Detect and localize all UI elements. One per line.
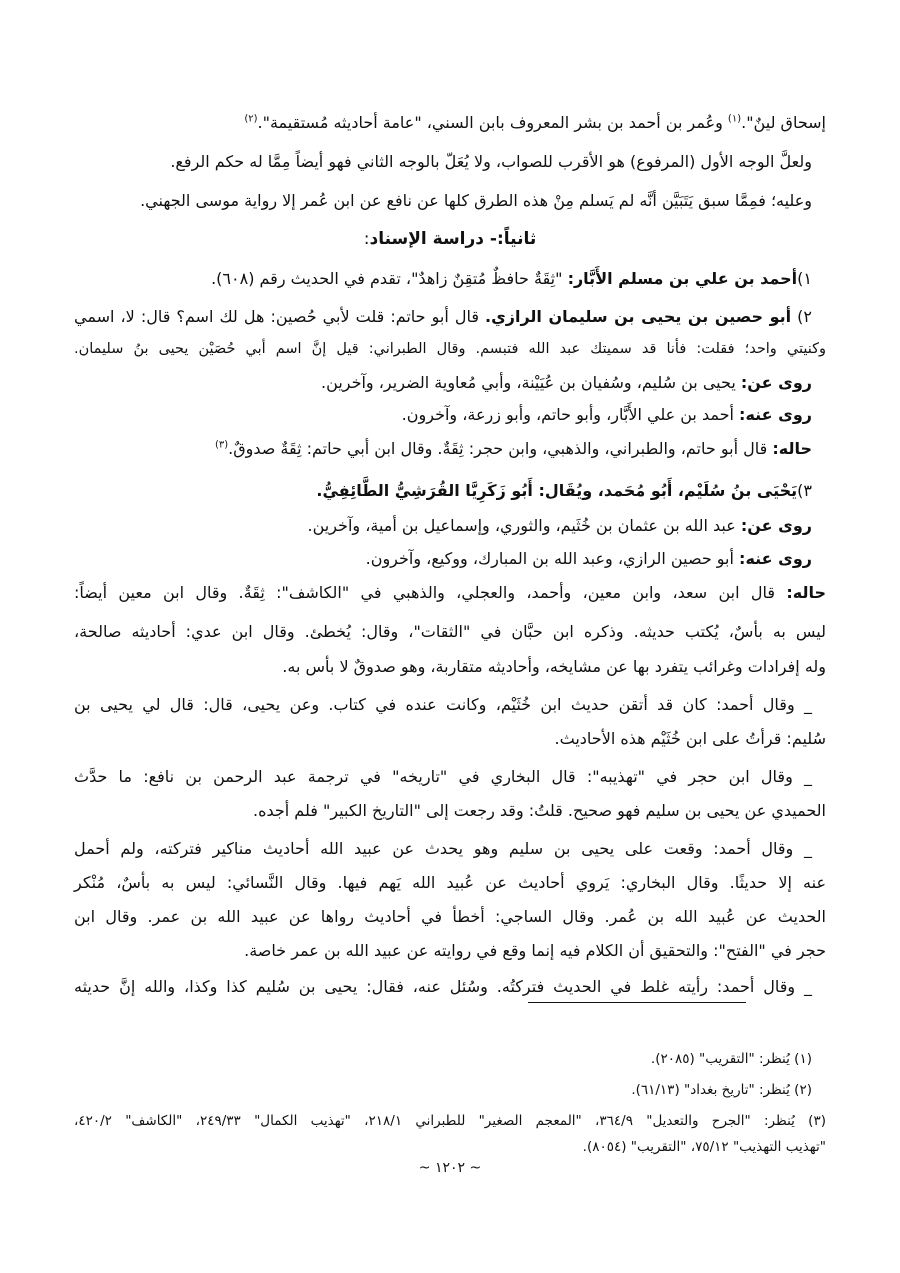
text-line: إسحاق لينٌ".$^{(١)}$ وعُمر بن أحمد بن بشر المعروف بابن السني، "عامة أحاديثه مُستقيمة".$^{(٢)}$ [244,113,826,132]
text-line: الحميدي عن يحيى بن سليم فهو صحيح. قلتُ: وقد رجعت إلى "التاريخ الكبير" فلم أجده. [253,801,826,820]
field-label: روى عن: [740,516,812,535]
text-line: حاله: قال ابن سعد، وابن معين، وأحمد، والعجلي، والذهبي في "الكاشف": ثِقَةٌ. وقال ابن معين أيضاً: [74,583,826,602]
footnote: (٣) يُنظر: "الجرح والتعديل" ٣٦٤/٩، "المعجم الصغير" للطبراني ٢١٨/١، "تهذيب الكمال" ٢٤٩/٣٣، "الكاشف" ٤٢٠/٢، [74,1113,826,1129]
text-line: _ وقال ابن حجر في "تهذيبه": قال البخاري في "تاريخه" في ترجمة عبد الرحمن بن نافع: ما حدَّث [74,767,812,786]
text-line: سُليم: قرأتُ على ابن خُثَيْم هذه الأحاديث. [554,729,826,748]
narrator-name: أحمد بن علي بن مسلم الأَبَّار: [567,269,798,288]
section-heading: ثانياً:- دراسة الإسناد: [363,229,537,249]
field-label: روى عن: [740,373,812,392]
footnote-ref[interactable]: (١) [727,113,742,125]
footnote-ref[interactable]: (٢) [244,113,258,125]
text-line: وعليه؛ فمِمَّا سبق يَتَبَيَّن أنَّه لم يَسلم مِنْ هذه الطرق كلها عن نافع عن ابن عُمر إلا رواية موسى الجهني. [140,191,812,210]
narrator-entry: ٢) أبو حصين بن يحيى بن سليمان الرازي. قال أبو حاتم: قلت لأبي حُصين: هل لك اسم؟ قال: لا، اسمي [74,307,812,326]
text-line: حجر في "الفتح": والتحقيق أن الكلام فيه إنما وقع في روايته عن عبيد الله بن عمر خاصة. [244,941,826,960]
text-line: _ وقال أحمد: رأيته غلط في الحديث فتركتُه. وسُئل عنه، فقال: يحيى بن سُليم كذا وكذا، والله إنَّ حديثه [74,977,812,996]
text-line: وله إفرادات وغرائب يتفرد بها عن مشايخه، وأحاديثه متقاربة، وهو صدوقٌ لا بأس به. [282,657,826,676]
text-line: _ وقال أحمد: وقعت على يحيى بن سليم وهو يحدث عن عبيد الله أحاديث مناكير فتركته، ولم أحمل [74,839,812,858]
text-line: ليس به بأسٌ، يُكتب حديثه. وذكره ابن حبَّان في "الثقات"، وقال: يُخطئ. وقال ابن عدي: أحاديثه صالحة، [74,622,826,641]
text-line: روى عن: يحيى بن سُليم، وسُفيان بن عُيَيْنة، وأبي مُعاوية الضرير، وآخرين. [321,373,812,392]
narrator-name: أبو حصين بن يحيى بن سليمان الرازي. [485,307,792,326]
text-line: روى عنه: أبو حصين الرازي، وعبد الله بن المبارك، ووكيع، وآخرون. [365,549,812,568]
narrator-entry: ٣)يَحْيَى بنُ سُلَيْم، أَبُو مُحَمد، ويُقَال: أَبُو زَكَرِيَّا القُرَشِيُّ الطَّائِفِيُّ. [316,481,812,500]
text-line: الحديث عن عُبيد الله بن عُمر. وقال الساجي: أخطأ في أحاديث رواها عن عبيد الله بن عمر. وقال ابن [74,907,826,926]
footnote: "تهذيب التهذيب" ٧٥/١٢، "التقريب" (٨٠٥٤). [582,1139,826,1155]
page-number: ~ ١٢٠٢ ~ [418,1160,482,1176]
text-line: ولعلَّ الوجه الأول (المرفوع) هو الأقرب للصواب، ولا يُعَلّ بالوجه الثاني فهو أيضاً مِمَّا له حكم الرفع. [170,152,812,171]
text-line: عنه إلا حديثًا. وقال البخاري: يَروي أحاديث عن عُبيد الله يَهم فيها. وقال النَّسائي: ليس به بأسٌ، مُنْكر [74,873,826,892]
footnote-separator [528,1002,746,1003]
text-line: روى عن: عبد الله بن عثمان بن خُثَيم، والثوري، وإسماعيل بن أمية، وآخرين. [307,516,812,535]
field-label: روى عنه: [739,405,812,424]
field-label: روى عنه: [739,549,812,568]
text-line: وكنيتي واحد؛ فقلت: فأنا قد سميتك عبد الله فتبسم. وقال الطبراني: قيل إنَّ اسم أبي حُصَيْن يحيى بنُ سليمان. [74,341,826,357]
text-line: حاله: قال أبو حاتم، والطبراني، والذهبي، وابن حجر: ثِقَةٌ. وقال ابن أبي حاتم: ثِقَةٌ صدوقٌ.$^{(٣)}$ [214,439,812,458]
text-line: _ وقال أحمد: كان قد أتقن حديث ابن خُثَيْم، وكانت عنده في كتاب. وعن يحيى، قال: قال لي يحيى بن [74,695,812,714]
narrator-entry: ١)أحمد بن علي بن مسلم الأَبَّار: "ثِقَةٌ حافظٌ مُتقِنٌ زاهدٌ"، تقدم في الحديث رقم (٦٠٨). [211,269,812,288]
footnote: (١) يُنظر: "التقريب" (٢٠٨٥). [650,1051,812,1067]
footnote-ref[interactable]: (٣) [214,439,229,451]
text-line: روى عنه: أحمد بن علي الأَبَّار، وأبو حاتم، وأبو زرعة، وآخرون. [401,405,812,424]
footnote: (٢) يُنظر: "تاريخ بغداد" (٦١/١٣). [631,1082,812,1098]
narrator-name: يَحْيَى بنُ سُلَيْم، أَبُو مُحَمد، ويُقَال: أَبُو زَكَرِيَّا القُرَشِيُّ الطَّائِفِيُّ. [316,481,798,500]
field-label: حاله: [772,439,812,458]
field-label: حاله: [786,583,826,602]
